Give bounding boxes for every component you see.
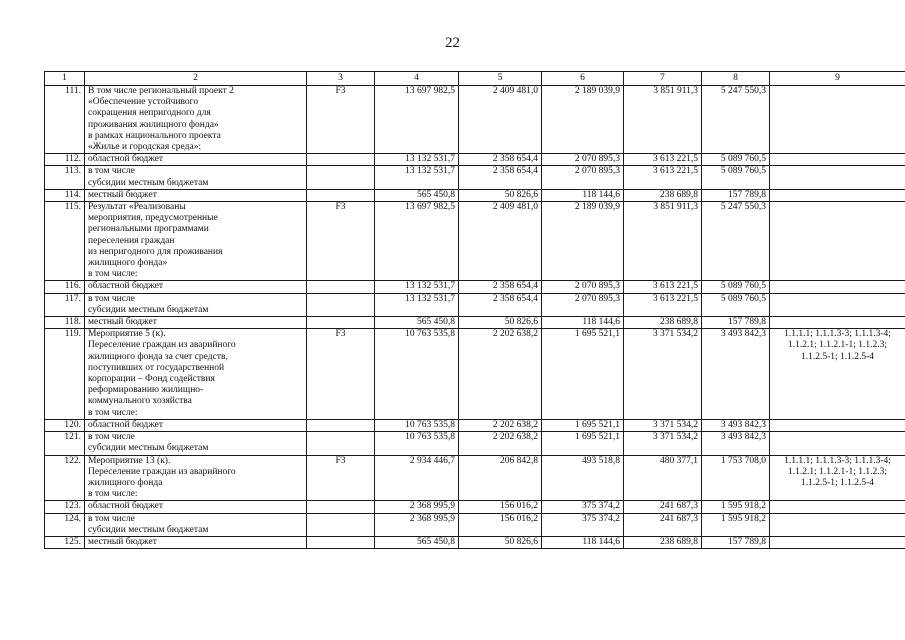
row-name-cell: в том числе субсидии местным бюджетам: [85, 166, 307, 189]
amount-cell-col6: 2 189 039,9: [542, 86, 624, 154]
amount-cell-col6: 2 070 895,3: [542, 166, 624, 189]
row-number-cell: 118.: [45, 317, 85, 329]
row-number-cell: 123.: [45, 501, 85, 513]
amount-cell-col6: 1 695 521,1: [542, 419, 624, 431]
amount-cell-col4: 13 132 531,7: [375, 281, 459, 293]
reference-cell: [770, 536, 905, 548]
row-code-cell: [307, 166, 375, 189]
table-row: [45, 501, 905, 513]
row-code-cell: F3: [307, 329, 375, 420]
amount-cell-col8: 3 493 842,3: [702, 419, 770, 431]
amount-cell-col6: 2 070 895,3: [542, 154, 624, 166]
row-code-cell: [307, 189, 375, 201]
row-code-cell: [307, 536, 375, 548]
row-number-cell: 125.: [45, 536, 85, 548]
table-row: [45, 419, 905, 431]
table-row: [45, 513, 905, 536]
table-row: [45, 166, 905, 189]
amount-cell-col8: 157 789,8: [702, 189, 770, 201]
row-name-cell: областной бюджет: [85, 281, 307, 293]
amount-cell-col8: 1 753 708,0: [702, 455, 770, 501]
amount-cell-col6: 2 070 895,3: [542, 281, 624, 293]
header-cell: 4: [375, 72, 459, 86]
header-cell: 2: [85, 72, 307, 86]
amount-cell-col5: 206 842,8: [459, 455, 542, 501]
amount-cell-col8: 5 089 760,5: [702, 154, 770, 166]
row-name-cell: областной бюджет: [85, 419, 307, 431]
amount-cell-col6: 118 144,6: [542, 536, 624, 548]
row-number-cell: 122.: [45, 455, 85, 501]
amount-cell-col7: 480 377,1: [624, 455, 702, 501]
amount-cell-col5: 156 016,2: [459, 501, 542, 513]
amount-cell-col8: 5 247 550,3: [702, 202, 770, 281]
amount-cell-col8: 5 089 760,5: [702, 281, 770, 293]
row-number-cell: 116.: [45, 281, 85, 293]
amount-cell-col5: 2 409 481,0: [459, 86, 542, 154]
amount-cell-col5: 50 826,6: [459, 536, 542, 548]
amount-cell-col4: 2 934 446,7: [375, 455, 459, 501]
row-number-cell: 117.: [45, 293, 85, 316]
row-code-cell: [307, 419, 375, 431]
row-code-cell: [307, 501, 375, 513]
row-name-cell: Мероприятие 5 (к). Переселение граждан из аварийного жилищного фонда за счет средств, поступивших от государственной корпорации – Фонд содействия реформированию жилищно- коммунального хозяйства в том числе:: [85, 329, 307, 420]
amount-cell-col8: 5 247 550,3: [702, 86, 770, 154]
amount-cell-col4: 565 450,8: [375, 317, 459, 329]
reference-cell: [770, 501, 905, 513]
row-name-cell: областной бюджет: [85, 501, 307, 513]
row-name-cell: Результат «Реализованы мероприятия, предусмотренные региональными программами переселения граждан из непригодного для проживания жилищного фонда» в том числе:: [85, 202, 307, 281]
amount-cell-col4: 13 697 982,5: [375, 202, 459, 281]
row-code-cell: F3: [307, 86, 375, 154]
header-cell: 6: [542, 72, 624, 86]
row-name-cell: местный бюджет: [85, 189, 307, 201]
table-row: [45, 293, 905, 316]
row-number-cell: 120.: [45, 419, 85, 431]
header-row: [45, 72, 905, 86]
row-name-cell: в том числе субсидии местным бюджетам: [85, 513, 307, 536]
amount-cell-col5: 2 202 638,2: [459, 329, 542, 420]
amount-cell-col8: 5 089 760,5: [702, 293, 770, 316]
row-name-cell: Мероприятие 13 (к). Переселение граждан из аварийного жилищного фонда в том числе:: [85, 455, 307, 501]
header-cell: 5: [459, 72, 542, 86]
amount-cell-col5: 156 016,2: [459, 513, 542, 536]
amount-cell-col7: 3 613 221,5: [624, 281, 702, 293]
amount-cell-col8: 3 493 842,3: [702, 432, 770, 455]
amount-cell-col6: 493 518,8: [542, 455, 624, 501]
amount-cell-col4: 13 132 531,7: [375, 154, 459, 166]
row-number-cell: 115.: [45, 202, 85, 281]
amount-cell-col4: 13 132 531,7: [375, 293, 459, 316]
amount-cell-col8: 3 493 842,3: [702, 329, 770, 420]
amount-cell-col7: 3 851 911,3: [624, 86, 702, 154]
row-code-cell: F3: [307, 455, 375, 501]
reference-cell: [770, 419, 905, 431]
amount-cell-col5: 2 202 638,2: [459, 432, 542, 455]
amount-cell-col6: 375 374,2: [542, 501, 624, 513]
reference-cell: [770, 154, 905, 166]
amount-cell-col7: 3 371 534,2: [624, 419, 702, 431]
amount-cell-col6: 1 695 521,1: [542, 329, 624, 420]
amount-cell-col6: 2 070 895,3: [542, 293, 624, 316]
row-name-cell: в том числе субсидии местным бюджетам: [85, 293, 307, 316]
table-row: [45, 329, 905, 420]
header-cell: 8: [702, 72, 770, 86]
amount-cell-col8: 157 789,8: [702, 317, 770, 329]
table-row: [45, 86, 905, 154]
amount-cell-col7: 241 687,3: [624, 513, 702, 536]
row-name-cell: местный бюджет: [85, 536, 307, 548]
reference-cell: [770, 293, 905, 316]
table-row: [45, 536, 905, 548]
row-number-cell: 113.: [45, 166, 85, 189]
header-cell: 9: [770, 72, 905, 86]
amount-cell-col8: 1 595 918,2: [702, 513, 770, 536]
row-number-cell: 124.: [45, 513, 85, 536]
amount-cell-col7: 3 371 534,2: [624, 432, 702, 455]
amount-cell-col5: 2 202 638,2: [459, 419, 542, 431]
amount-cell-col8: 1 595 918,2: [702, 501, 770, 513]
row-number-cell: 111.: [45, 86, 85, 154]
row-code-cell: [307, 513, 375, 536]
amount-cell-col7: 238 689,8: [624, 189, 702, 201]
amount-cell-col7: 3 851 911,3: [624, 202, 702, 281]
reference-cell: [770, 86, 905, 154]
reference-cell: 1.1.1.1; 1.1.1.3-3; 1.1.1.3-4; 1.1.2.1; 1.1.2.1-1; 1.1.2.3; 1.1.2.5-1; 1.1.2.5-4: [770, 455, 905, 501]
row-code-cell: F3: [307, 202, 375, 281]
amount-cell-col6: 1 695 521,1: [542, 432, 624, 455]
amount-cell-col5: 50 826,6: [459, 189, 542, 201]
amount-cell-col4: 10 763 535,8: [375, 329, 459, 420]
reference-cell: [770, 189, 905, 201]
row-number-cell: 112.: [45, 154, 85, 166]
reference-cell: 1.1.1.1; 1.1.1.3-3; 1.1.1.3-4; 1.1.2.1; 1.1.2.1-1; 1.1.2.3; 1.1.2.5-1; 1.1.2.5-4: [770, 329, 905, 420]
amount-cell-col4: 565 450,8: [375, 189, 459, 201]
amount-cell-col7: 241 687,3: [624, 501, 702, 513]
amount-cell-col5: 2 358 654,4: [459, 281, 542, 293]
row-number-cell: 119.: [45, 329, 85, 420]
amount-cell-col4: 13 697 982,5: [375, 86, 459, 154]
budget-table: [44, 71, 905, 549]
reference-cell: [770, 202, 905, 281]
row-name-cell: в том числе субсидии местным бюджетам: [85, 432, 307, 455]
amount-cell-col5: 50 826,6: [459, 317, 542, 329]
header-cell: 7: [624, 72, 702, 86]
amount-cell-col7: 3 371 534,2: [624, 329, 702, 420]
table-row: [45, 455, 905, 501]
page-number: 22: [445, 35, 460, 51]
table-row: [45, 432, 905, 455]
reference-cell: [770, 281, 905, 293]
amount-cell-col8: 5 089 760,5: [702, 166, 770, 189]
amount-cell-col4: 2 368 995,9: [375, 513, 459, 536]
row-code-cell: [307, 281, 375, 293]
amount-cell-col4: 565 450,8: [375, 536, 459, 548]
amount-cell-col8: 157 789,8: [702, 536, 770, 548]
amount-cell-col5: 2 358 654,4: [459, 293, 542, 316]
row-code-cell: [307, 432, 375, 455]
amount-cell-col5: 2 409 481,0: [459, 202, 542, 281]
table-row: [45, 202, 905, 281]
header-cell: 3: [307, 72, 375, 86]
amount-cell-col4: 13 132 531,7: [375, 166, 459, 189]
amount-cell-col5: 2 358 654,4: [459, 166, 542, 189]
amount-cell-col4: 2 368 995,9: [375, 501, 459, 513]
amount-cell-col6: 118 144,6: [542, 317, 624, 329]
amount-cell-col4: 10 763 535,8: [375, 419, 459, 431]
amount-cell-col7: 3 613 221,5: [624, 154, 702, 166]
amount-cell-col7: 3 613 221,5: [624, 166, 702, 189]
row-number-cell: 114.: [45, 189, 85, 201]
reference-cell: [770, 432, 905, 455]
table-row: [45, 189, 905, 201]
amount-cell-col7: 3 613 221,5: [624, 293, 702, 316]
row-number-cell: 121.: [45, 432, 85, 455]
reference-cell: [770, 166, 905, 189]
amount-cell-col5: 2 358 654,4: [459, 154, 542, 166]
amount-cell-col7: 238 689,8: [624, 317, 702, 329]
amount-cell-col6: 375 374,2: [542, 513, 624, 536]
row-name-cell: В том числе региональный проект 2 «Обеспечение устойчивого сокращения непригодного для проживания жилищного фонда» в рамках национального проекта «Жилье и городская среда»:: [85, 86, 307, 154]
amount-cell-col6: 2 189 039,9: [542, 202, 624, 281]
row-code-cell: [307, 154, 375, 166]
row-name-cell: местный бюджет: [85, 317, 307, 329]
amount-cell-col6: 118 144,6: [542, 189, 624, 201]
amount-cell-col7: 238 689,8: [624, 536, 702, 548]
table-row: [45, 281, 905, 293]
table-body: [45, 72, 905, 549]
row-code-cell: [307, 317, 375, 329]
reference-cell: [770, 513, 905, 536]
row-name-cell: областной бюджет: [85, 154, 307, 166]
row-code-cell: [307, 293, 375, 316]
table-row: [45, 317, 905, 329]
table-row: [45, 154, 905, 166]
header-cell: 1: [45, 72, 85, 86]
amount-cell-col4: 10 763 535,8: [375, 432, 459, 455]
reference-cell: [770, 317, 905, 329]
